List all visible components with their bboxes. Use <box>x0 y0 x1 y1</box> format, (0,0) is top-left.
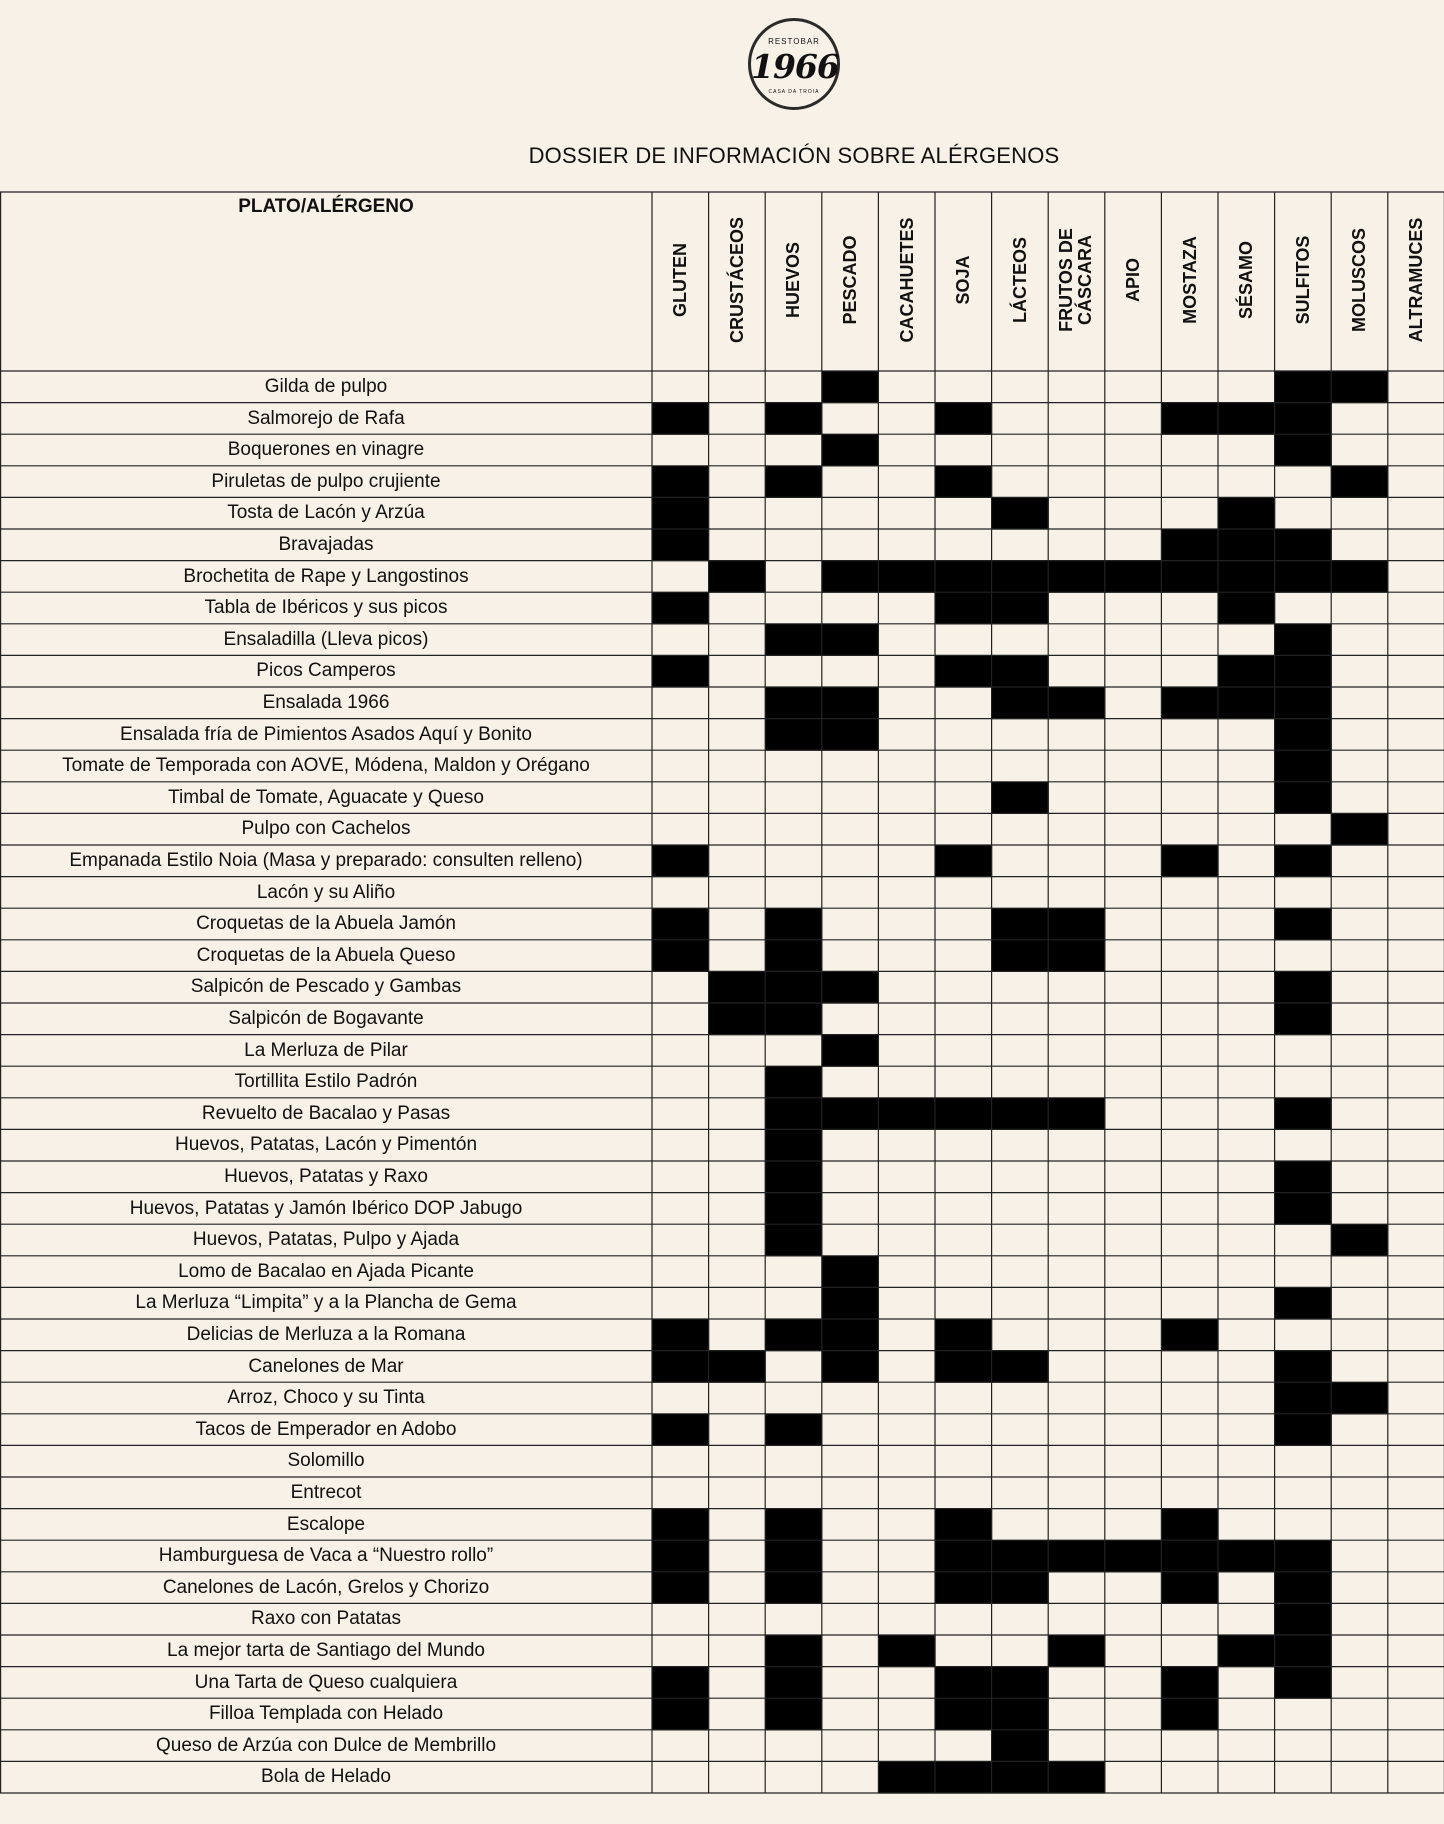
allergen-mark <box>1275 561 1332 593</box>
allergen-mark <box>1218 1540 1275 1572</box>
allergen-mark <box>992 1351 1049 1383</box>
allergen-mark <box>822 371 879 403</box>
allergen-mark <box>765 1635 822 1667</box>
allergen-mark <box>992 1667 1049 1699</box>
allergen-mark <box>1331 1224 1388 1256</box>
allergen-mark <box>1048 1540 1105 1572</box>
allergen-mark <box>1048 687 1105 719</box>
allergen-mark <box>765 719 822 751</box>
allergen-mark <box>1275 529 1332 561</box>
allergen-header <box>652 192 709 368</box>
allergen-mark <box>992 592 1049 624</box>
allergen-mark <box>992 940 1049 972</box>
allergen-mark <box>652 1351 709 1383</box>
dish-name: Bola de Helado <box>261 1766 391 1788</box>
allergen-mark <box>1218 1635 1275 1667</box>
dish-name: Queso de Arzúa con Dulce de Membrillo <box>155 1734 497 1756</box>
dish-name: Salmorejo de Rafa <box>247 407 405 429</box>
allergen-mark <box>878 561 935 593</box>
allergen-mark <box>765 971 822 1003</box>
allergen-mark <box>822 687 879 719</box>
allergen-mark <box>822 1287 879 1319</box>
dish-name: Solomillo <box>287 1450 365 1472</box>
dish-name: Brochetita de Rape y Langostinos <box>183 565 469 587</box>
allergen-mark <box>652 845 709 877</box>
dish-name: Salpicón de Pescado y Gambas <box>190 976 462 998</box>
allergen-mark <box>992 655 1049 687</box>
allergen-mark <box>878 1635 935 1667</box>
dish-name: Tortillita Estilo Padrón <box>234 1071 418 1093</box>
allergen-mark <box>1275 1572 1332 1604</box>
allergen-mark <box>1218 561 1275 593</box>
allergen-mark <box>1161 403 1218 435</box>
allergen-mark <box>1275 1540 1332 1572</box>
allergen-header-label: PESCADO <box>840 235 861 325</box>
allergen-mark <box>992 561 1049 593</box>
allergen-mark <box>935 1098 992 1130</box>
allergen-header <box>1105 192 1162 368</box>
allergen-mark <box>1218 529 1275 561</box>
allergen-header-label: APIO <box>1123 257 1144 303</box>
allergen-mark <box>1161 1319 1218 1351</box>
allergen-mark <box>1275 1351 1332 1383</box>
allergen-mark <box>935 845 992 877</box>
dish-name: Tomate de Temporada con AOVE, Módena, Maldon y Orégano <box>62 755 590 777</box>
allergen-mark <box>1275 687 1332 719</box>
allergen-mark <box>935 403 992 435</box>
allergen-mark <box>1275 1287 1332 1319</box>
allergen-mark <box>822 561 879 593</box>
allergen-header <box>1218 192 1275 368</box>
allergen-mark <box>1161 1698 1218 1730</box>
allergen-header-label: GLUTEN <box>670 243 691 317</box>
dish-name: Ensaladilla (Lleva picos) <box>223 628 429 650</box>
allergen-mark <box>765 1224 822 1256</box>
allergen-mark <box>1331 1382 1388 1414</box>
allergen-mark <box>1161 529 1218 561</box>
dish-name: Tosta de Lacón y Arzúa <box>227 502 425 524</box>
allergen-mark <box>935 1667 992 1699</box>
allergen-mark <box>1275 908 1332 940</box>
dish-name: Delicias de Merluza a la Romana <box>186 1324 466 1345</box>
dish-name: Croquetas de la Abuela Jamón <box>196 913 456 935</box>
allergen-mark <box>935 1319 992 1351</box>
allergen-mark <box>652 497 709 529</box>
allergen-mark <box>822 1098 879 1130</box>
allergen-mark <box>1048 940 1105 972</box>
allergen-mark <box>1218 592 1275 624</box>
allergen-header-label: SOJA <box>953 255 974 305</box>
allergen-mark <box>1161 1540 1218 1572</box>
allergen-mark <box>1161 1509 1218 1541</box>
dish-name: Piruletas de pulpo crujiente <box>211 470 441 492</box>
dish-name: Salpicón de Bogavante <box>228 1008 424 1029</box>
dish-name: Escalope <box>286 1513 366 1535</box>
allergen-mark <box>1105 561 1162 593</box>
allergen-mark <box>765 1129 822 1161</box>
allergen-mark <box>992 1098 1049 1130</box>
allergen-mark <box>652 1667 709 1699</box>
allergen-mark <box>1218 403 1275 435</box>
allergen-mark <box>935 1540 992 1572</box>
allergen-mark <box>652 592 709 624</box>
allergen-mark <box>652 908 709 940</box>
dish-name: Revuelto de Bacalao y Pasas <box>201 1102 451 1124</box>
dish-name: Tabla de Ibéricos y sus picos <box>204 597 448 619</box>
dish-name: Canelones de Lacón, Grelos y Chorizo <box>162 1576 490 1598</box>
dish-name: Tacos de Emperador en Adobo <box>195 1418 457 1440</box>
allergen-mark <box>652 1319 709 1351</box>
allergen-mark <box>1048 1635 1105 1667</box>
allergen-mark <box>1161 687 1218 719</box>
allergen-mark <box>765 908 822 940</box>
allergen-mark <box>1331 561 1388 593</box>
allergen-mark <box>765 1572 822 1604</box>
allergen-mark <box>1048 561 1105 593</box>
allergen-header <box>1275 192 1332 368</box>
dish-name: Lacón y su Aliño <box>256 881 396 903</box>
allergen-header <box>1388 192 1444 368</box>
allergen-mark <box>765 1319 822 1351</box>
allergen-mark <box>652 655 709 687</box>
allergen-mark <box>652 466 709 498</box>
dish-name: Huevos, Patatas y Jamón Ibérico DOP Jabugo <box>129 1197 523 1219</box>
allergen-mark <box>1275 1382 1332 1414</box>
allergen-mark <box>765 1698 822 1730</box>
allergen-header <box>992 192 1049 368</box>
allergen-mark <box>1275 1193 1332 1225</box>
allergen-mark <box>765 466 822 498</box>
dish-name: Raxo con Patatas <box>251 1608 401 1630</box>
allergen-mark <box>765 1540 822 1572</box>
allergen-mark <box>1161 845 1218 877</box>
allergen-mark <box>765 1414 822 1446</box>
allergen-mark <box>1275 782 1332 814</box>
allergen-mark <box>1161 1667 1218 1699</box>
allergen-mark <box>765 687 822 719</box>
allergen-mark <box>652 1509 709 1541</box>
allergen-mark <box>765 1066 822 1098</box>
dish-name: Lomo de Bacalao en Ajada Picante <box>178 1260 474 1282</box>
dish-name: Boquerones en vinagre <box>227 439 425 461</box>
allergen-header-label: CRUSTÁCEOS <box>726 216 747 344</box>
allergen-mark <box>652 529 709 561</box>
allergen-header-label: FRUTOS DE CÁSCARA <box>1056 228 1096 332</box>
allergen-header <box>709 192 766 368</box>
allergen-mark <box>765 403 822 435</box>
allergen-mark <box>1331 371 1388 403</box>
allergen-mark <box>1275 719 1332 751</box>
dish-name: La Merluza de Pilar <box>244 1039 408 1061</box>
allergen-mark <box>765 624 822 656</box>
allergen-mark <box>935 592 992 624</box>
allergen-mark <box>992 1572 1049 1604</box>
allergen-mark <box>822 1035 879 1067</box>
allergen-mark <box>935 1509 992 1541</box>
allergen-mark <box>1218 655 1275 687</box>
allergen-header-label: MOSTAZA <box>1179 236 1200 324</box>
allergen-mark <box>1275 1603 1332 1635</box>
logo-bottom-text: CASA DA TROIA <box>768 89 820 95</box>
allergen-header <box>878 192 935 368</box>
allergen-header-label: HUEVOS <box>783 241 804 319</box>
allergen-mark <box>765 1003 822 1035</box>
dish-name: La Merluza “Limpita” y a la Plancha de Gema <box>135 1292 517 1314</box>
allergen-header-label: MOLUSCOS <box>1349 227 1370 333</box>
allergen-mark <box>878 1098 935 1130</box>
allergen-mark <box>992 687 1049 719</box>
dish-name: Ensalada 1966 <box>262 692 390 713</box>
allergen-mark <box>822 1351 879 1383</box>
allergen-mark <box>935 1698 992 1730</box>
allergen-mark <box>1275 1003 1332 1035</box>
dish-name: Timbal de Tomate, Aguacate y Queso <box>168 786 484 808</box>
allergen-mark <box>992 1730 1049 1762</box>
allergen-mark <box>1161 561 1218 593</box>
dish-name: Una Tarta de Queso cualquiera <box>194 1671 458 1693</box>
dish-name: Huevos, Patatas, Lacón y Pimentón <box>174 1134 478 1156</box>
allergen-mark <box>822 719 879 751</box>
allergen-mark <box>709 971 766 1003</box>
allergen-header-label: ALTRAMUCES <box>1406 217 1427 343</box>
allergen-mark <box>652 403 709 435</box>
allergen-mark <box>709 561 766 593</box>
allergen-mark <box>1161 1572 1218 1604</box>
allergen-mark <box>935 561 992 593</box>
allergen-mark <box>1218 687 1275 719</box>
allergen-mark <box>935 1351 992 1383</box>
dish-name: La mejor tarta de Santiago del Mundo <box>167 1640 485 1661</box>
dish-name: Canelones de Mar <box>248 1355 404 1377</box>
dish-name: Entrecot <box>290 1482 362 1503</box>
allergen-mark <box>935 1761 992 1793</box>
allergen-mark <box>1275 1414 1332 1446</box>
allergen-mark <box>652 1698 709 1730</box>
allergen-mark <box>1048 1761 1105 1793</box>
allergen-mark <box>822 1256 879 1288</box>
dish-name: Filloa Templada con Helado <box>208 1703 444 1725</box>
allergen-mark <box>822 1319 879 1351</box>
allergen-mark <box>1275 371 1332 403</box>
allergen-mark <box>935 655 992 687</box>
allergen-mark <box>709 1351 766 1383</box>
allergen-mark <box>935 1572 992 1604</box>
allergen-mark <box>1275 434 1332 466</box>
allergen-mark <box>822 624 879 656</box>
allergen-mark <box>992 1698 1049 1730</box>
allergen-mark <box>1275 971 1332 1003</box>
allergen-mark <box>1331 466 1388 498</box>
allergen-mark <box>765 1667 822 1699</box>
dish-name: Arroz, Choco y su Tinta <box>227 1387 425 1409</box>
allergen-header <box>765 192 822 368</box>
dish-name: Picos Camperos <box>256 660 396 682</box>
allergen-mark <box>1331 813 1388 845</box>
allergen-mark <box>1275 750 1332 782</box>
allergen-mark <box>1048 1098 1105 1130</box>
allergen-mark <box>652 1540 709 1572</box>
allergen-mark <box>765 940 822 972</box>
allergen-mark <box>992 908 1049 940</box>
logo-number: 1966 <box>751 47 839 86</box>
allergen-mark <box>1275 655 1332 687</box>
dish-name: Empanada Estilo Noia (Masa y preparado: consulten relleno) <box>69 850 583 871</box>
allergen-mark <box>1048 908 1105 940</box>
allergen-mark <box>1218 497 1275 529</box>
dish-name: Huevos, Patatas, Pulpo y Ajada <box>192 1229 460 1251</box>
allergen-mark <box>822 971 879 1003</box>
allergen-header <box>935 192 992 368</box>
dish-column-header: PLATO/ALÉRGENO <box>238 196 414 217</box>
page-title: DOSSIER DE INFORMACIÓN SOBRE ALÉRGENOS <box>528 143 1060 168</box>
allergen-mark <box>765 1509 822 1541</box>
allergen-header <box>822 192 879 368</box>
allergen-mark <box>935 466 992 498</box>
allergen-mark <box>652 940 709 972</box>
allergen-header-label: SÉSAMO <box>1236 240 1257 320</box>
logo-top-text: RESTOBAR <box>768 37 820 46</box>
allergen-mark <box>765 1161 822 1193</box>
dish-name: Ensalada fría de Pimientos Asados Aquí y Bonito <box>120 723 532 745</box>
allergen-header-label: LÁCTEOS <box>1009 236 1030 324</box>
allergen-mark <box>652 1414 709 1446</box>
dish-name: Huevos, Patatas y Raxo <box>224 1166 428 1187</box>
allergen-header-label: SULFITOS <box>1292 235 1313 325</box>
allergen-mark <box>1275 1098 1332 1130</box>
allergen-mark <box>765 1098 822 1130</box>
allergen-header <box>1161 192 1218 368</box>
allergen-mark <box>652 1572 709 1604</box>
allergen-mark <box>1275 1667 1332 1699</box>
allergen-mark <box>1275 845 1332 877</box>
allergen-header <box>1331 192 1388 368</box>
dish-name: Croquetas de la Abuela Queso <box>196 944 456 966</box>
allergen-mark <box>992 1540 1049 1572</box>
allergen-mark <box>1105 1540 1162 1572</box>
allergen-mark <box>822 434 879 466</box>
dish-name: Pulpo con Cachelos <box>241 818 411 840</box>
allergen-mark <box>1275 403 1332 435</box>
dish-name: Hamburguesa de Vaca a “Nuestro rollo” <box>158 1545 494 1567</box>
dish-name: Gilda de pulpo <box>264 376 388 397</box>
allergen-mark <box>992 782 1049 814</box>
allergen-mark <box>709 1003 766 1035</box>
allergen-header <box>1048 192 1105 368</box>
allergen-mark <box>992 497 1049 529</box>
allergen-mark <box>765 1193 822 1225</box>
dish-name: Bravajadas <box>278 534 374 555</box>
allergen-mark <box>1275 624 1332 656</box>
allergen-mark <box>878 1761 935 1793</box>
allergen-mark <box>1275 1635 1332 1667</box>
allergen-mark <box>992 1761 1049 1793</box>
allergen-mark <box>1275 1161 1332 1193</box>
allergen-header-label: CACAHUETES <box>896 217 917 343</box>
